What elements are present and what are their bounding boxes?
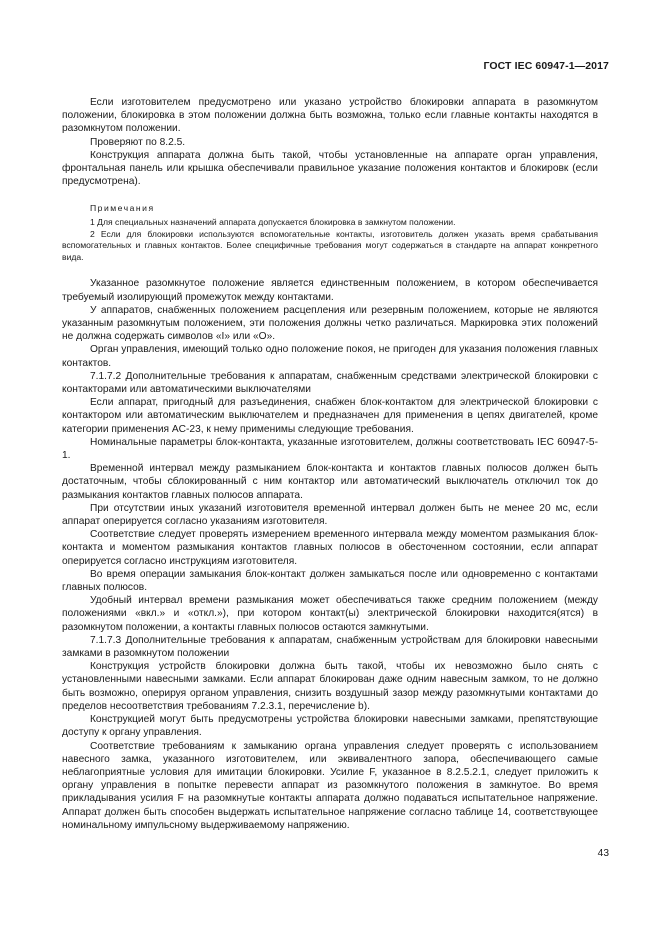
note-item: 2 Если для блокировки используются вспомогательные контакты, изготовитель должен указать время срабатывания вспомогательных и главных контактов. Более специфичные требования могут содержаться в стандарте на аппарат конкретного вида. [62, 228, 598, 262]
paragraph: Конструкция аппарата должна быть такой, чтобы установленные на аппарате орган управления, фронтальная панель или крышка обеспечивали правильное указание положения контактов и блокировк (если предусмотрена). [62, 149, 598, 188]
paragraph: Соответствие следует проверять измерением временного интервала между моментом размыкания блок-контакта и моментом размыкания контактов главных полюсов в обесточенном состоянии, если аппарат оперируется согласно инструкциям изготовителя. [62, 529, 598, 567]
paragraph: Конструкцией могут быть предусмотрены устройства блокировки навесными замками, препятствующие доступу к органу управления. [62, 714, 598, 739]
standard-designation: ГОСТ IEC 60947-1—2017 [483, 60, 609, 72]
document-body [62, 96, 598, 832]
paragraph: Во время операции замыкания блок-контакт должен замыкаться после или одновременно с контактами главных полюсов. [62, 568, 598, 594]
paragraph: Временной интервал между размыканием блок-контакта и контактов главных полюсов должен быть достаточным, чтобы сблокированный с ним контактор или автоматический выключатель отключил ток до размыкания контактов главных полюсов аппарата. [62, 463, 598, 501]
paragraph: Указанное разомкнутое положение является единственным положением, в котором обеспечивается требуемый изолирующий промежуток между контактами. [62, 278, 598, 303]
paragraph: Проверяют по 8.2.5. [90, 136, 186, 148]
section-heading: 7.1.7.3 Дополнительные требования к аппаратам, снабженным устройствам для блокировки навесными замками в разомкнутом положении [62, 634, 598, 660]
paragraph: Конструкция устройств блокировки должна быть такой, чтобы их невозможно было снять с установленными навесными замками. Если аппарат блокирован даже одним навесным замком, то не должно быть возможно, оперируя органом управления, снизить воздушный зазор между разомкнутыми контактами до пределов несоответствия требованиям 7.2.3.1, перечисление b). [62, 661, 598, 712]
paragraph: При отсутствии иных указаний изготовителя временной интервал должен быть не менее 20 мс, если аппарат оперируется согласно указаниям изготовителя. [62, 502, 598, 528]
section-heading: 7.1.7.2 Дополнительные требования к аппаратам, снабженным средствами электрической блокировки с контакторами или автоматическими выключателями [62, 370, 598, 396]
note-item: 1 Для специальных назначений аппарата допускается блокировка в замкнутом положении. [90, 217, 456, 228]
paragraph: Если изготовителем предусмотрено или указано устройство блокировки аппарата в разомкнутом положении, блокировка в этом положении должна быть возможна, только если главные контакты находятся в разомкнутом положении. [62, 97, 598, 135]
paragraph: Удобный интервал времени размыкания может обеспечиваться также средним положением (между положениями «вкл.» и «откл.»), при котором контакт(ы) электрической блокировки находится(ятся) в разомкнутом положении, а контакты главных полюсов остаются замкнутыми. [62, 595, 598, 633]
paragraph: Если аппарат, пригодный для разъединения, снабжен блок-контактом для электрической блокировки с контактором или автоматическим выключателем и предназначен для применения в цепях двигателей, кроме категории применения AC-23, к нему применимы следующие требования. [62, 397, 598, 435]
notes-block [62, 203, 598, 263]
paragraph: Номинальные параметры блок-контакта, указанные изготовителем, должны соответствовать IEC 60947-5-1. [62, 436, 598, 462]
paragraph: Соответствие требованиям к замыканию органа управления следует проверять с использованием навесного замка, указанного изготовителем, или эквивалентного запора, обеспечивающего самые неблагоприятные условия для имитации блокировки. Усилие F, указанное в 8.2.5.2.1, следует приложить к органу управления в попытке перевести аппарат из разомкнутого положения в замкнутое. Во время прикладывания усилия F на разомкнутые контакты аппарата должно подаваться испытательное напряжение. Аппарат должен быть способен выдержать испытательное напряжение согласно таблице 14, соответствующее номинальному импульсному выдерживаемому напряжению. [62, 740, 598, 831]
notes-title: Примечания [90, 203, 155, 214]
paragraph: У аппаратов, снабженных положением расцепления или резервным положением, которые не являются указанным разомкнутым положением, эти положения должны четко различаться. Маркировка этих положений не должна содержать символов «I» или «O». [62, 304, 598, 343]
paragraph: Орган управления, имеющий только одно положение покоя, не пригоден для указания положения главных контактов. [62, 344, 598, 369]
page-number: 43 [597, 848, 609, 859]
